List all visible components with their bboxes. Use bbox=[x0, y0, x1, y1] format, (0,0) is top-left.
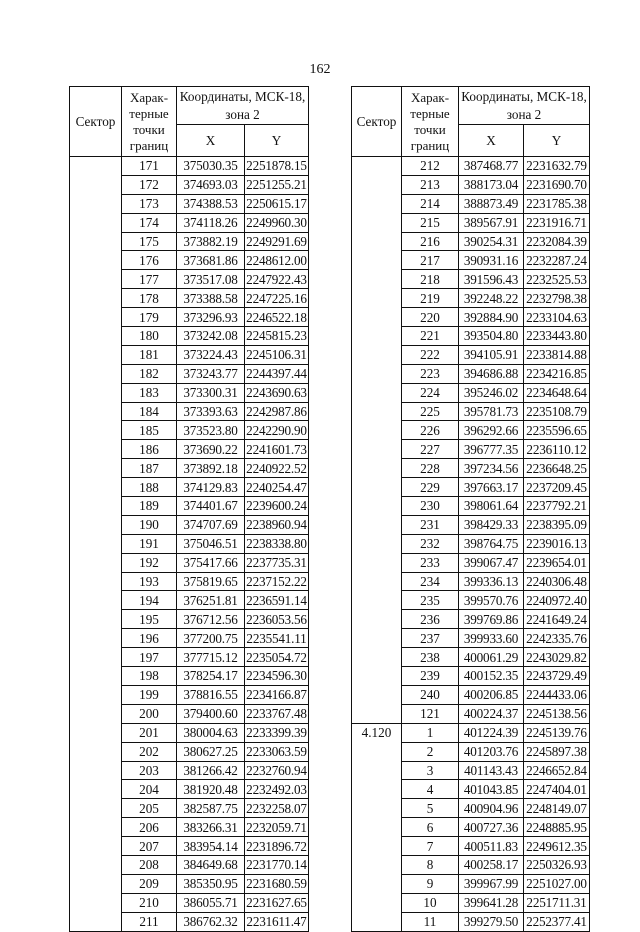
coord-y: 2247404.01 bbox=[524, 780, 590, 799]
point-number: 224 bbox=[402, 383, 459, 402]
point-number: 11 bbox=[402, 912, 459, 931]
sector-cell bbox=[70, 157, 122, 932]
point-number: 237 bbox=[402, 629, 459, 648]
point-number: 185 bbox=[122, 421, 177, 440]
point-number: 192 bbox=[122, 553, 177, 572]
point-number: 193 bbox=[122, 572, 177, 591]
coord-y: 2243729.49 bbox=[524, 667, 590, 686]
coord-y: 2236110.12 bbox=[524, 440, 590, 459]
coord-y: 2241649.24 bbox=[524, 610, 590, 629]
point-number: 198 bbox=[122, 667, 177, 686]
point-number: 8 bbox=[402, 855, 459, 874]
point-number: 173 bbox=[122, 194, 177, 213]
coord-x: 398061.64 bbox=[459, 497, 524, 516]
coord-x: 374707.69 bbox=[177, 515, 245, 534]
coord-y: 2231770.14 bbox=[246, 857, 307, 873]
point-number: 217 bbox=[402, 251, 459, 270]
sector-cell-empty bbox=[352, 157, 402, 724]
coord-y: 2234648.64 bbox=[524, 383, 590, 402]
coord-x: 378816.55 bbox=[177, 685, 245, 704]
point-number: 175 bbox=[122, 232, 177, 251]
coord-y: 2232084.39 bbox=[524, 232, 590, 251]
header-x: X bbox=[177, 125, 245, 157]
coord-x: 389567.91 bbox=[459, 213, 524, 232]
coord-y: 2238338.80 bbox=[246, 536, 307, 552]
coord-x: 400224.37 bbox=[459, 704, 524, 723]
point-number: 181 bbox=[122, 345, 177, 364]
coord-x: 400511.83 bbox=[459, 837, 524, 856]
point-number: 9 bbox=[402, 874, 459, 893]
header-y: Y bbox=[524, 125, 590, 157]
point-number: 179 bbox=[122, 308, 177, 327]
coord-y: 2245139.76 bbox=[524, 723, 590, 742]
coord-x: 388873.49 bbox=[459, 194, 524, 213]
coord-x: 401203.76 bbox=[459, 742, 524, 761]
coord-x: 381266.42 bbox=[177, 761, 245, 780]
coord-y: 2245138.56 bbox=[524, 704, 590, 723]
point-number: 221 bbox=[402, 327, 459, 346]
point-number: 233 bbox=[402, 553, 459, 572]
coord-y: 2247225.16 bbox=[246, 290, 307, 306]
coord-y: 2249291.69 bbox=[246, 234, 307, 249]
coord-x: 397234.56 bbox=[459, 459, 524, 478]
point-number: 202 bbox=[122, 742, 177, 761]
coordinates-table-left bbox=[69, 86, 309, 932]
coord-x: 390931.16 bbox=[459, 251, 524, 270]
coord-y: 2233399.39 bbox=[246, 725, 307, 741]
coord-y: 2244433.06 bbox=[524, 685, 590, 704]
coord-y: 2232258.07 bbox=[246, 800, 307, 816]
coord-y: 2246522.18 bbox=[246, 309, 307, 325]
coord-x: 374129.83 bbox=[177, 478, 245, 497]
coord-x: 399279.50 bbox=[459, 912, 524, 931]
coord-y: 2232525.53 bbox=[524, 270, 590, 289]
point-number: 236 bbox=[402, 610, 459, 629]
coord-x: 373681.86 bbox=[177, 251, 245, 270]
coord-y: 2250326.93 bbox=[524, 855, 590, 874]
point-number: 200 bbox=[122, 704, 177, 723]
coord-y: 2235596.65 bbox=[524, 421, 590, 440]
coord-x: 394105.91 bbox=[459, 345, 524, 364]
coord-y: 2249612.35 bbox=[524, 837, 590, 856]
point-number: 204 bbox=[122, 780, 177, 799]
coord-x: 373243.77 bbox=[177, 364, 245, 383]
coord-x: 374401.67 bbox=[177, 497, 245, 516]
coord-x: 400206.85 bbox=[459, 685, 524, 704]
coord-x: 398429.33 bbox=[459, 515, 524, 534]
point-number: 229 bbox=[402, 478, 459, 497]
coord-x: 375030.35 bbox=[177, 157, 245, 176]
point-number: 208 bbox=[122, 855, 177, 874]
coord-x: 382587.75 bbox=[177, 799, 245, 818]
coord-x: 390254.31 bbox=[459, 232, 524, 251]
coord-y: 2231785.38 bbox=[524, 194, 590, 213]
point-number: 197 bbox=[122, 648, 177, 667]
coord-x: 400727.36 bbox=[459, 818, 524, 837]
point-number: 212 bbox=[402, 157, 459, 176]
point-number: 189 bbox=[122, 497, 177, 516]
point-number: 182 bbox=[122, 364, 177, 383]
coord-x: 386055.71 bbox=[177, 893, 245, 912]
coord-x: 397663.17 bbox=[459, 478, 524, 497]
point-number: 226 bbox=[402, 421, 459, 440]
coord-x: 396777.35 bbox=[459, 440, 524, 459]
point-number: 121 bbox=[402, 704, 459, 723]
coord-y: 2242335.76 bbox=[524, 629, 590, 648]
coordinates-table-right bbox=[351, 86, 590, 932]
coord-x: 392884.90 bbox=[459, 308, 524, 327]
point-number: 186 bbox=[122, 440, 177, 459]
coord-x: 374388.53 bbox=[177, 194, 245, 213]
point-number: 184 bbox=[122, 402, 177, 421]
coord-x: 376712.56 bbox=[177, 610, 245, 629]
header-characteristic-points: Харак- терные точки границ bbox=[402, 87, 459, 157]
point-number: 2 bbox=[402, 742, 459, 761]
coord-y: 2232760.94 bbox=[246, 762, 307, 778]
coord-x: 375046.51 bbox=[177, 534, 245, 553]
coord-x: 373388.58 bbox=[177, 289, 245, 308]
coord-y: 2231611.47 bbox=[246, 914, 307, 930]
coord-x: 396292.66 bbox=[459, 421, 524, 440]
coord-x: 373393.63 bbox=[177, 402, 245, 421]
coord-x: 399933.60 bbox=[459, 629, 524, 648]
table-body-right bbox=[352, 157, 590, 932]
coord-y: 2233814.88 bbox=[524, 345, 590, 364]
coord-y: 2232059.71 bbox=[246, 819, 307, 835]
point-number: 232 bbox=[402, 534, 459, 553]
coord-x: 399967.99 bbox=[459, 874, 524, 893]
coord-y: 2233443.80 bbox=[524, 327, 590, 346]
coord-x: 373882.19 bbox=[177, 232, 245, 251]
point-number: 216 bbox=[402, 232, 459, 251]
table-row bbox=[70, 157, 309, 176]
point-number: 231 bbox=[402, 515, 459, 534]
point-number: 6 bbox=[402, 818, 459, 837]
coord-y: 2251878.15 bbox=[246, 158, 307, 174]
point-number: 211 bbox=[122, 912, 177, 931]
coord-y: 2235541.11 bbox=[246, 630, 307, 646]
point-number: 172 bbox=[122, 175, 177, 194]
coord-y: 2240922.52 bbox=[246, 460, 307, 476]
coord-y: 2235108.79 bbox=[524, 402, 590, 421]
coord-y: 2233063.59 bbox=[246, 744, 307, 760]
coord-y: 2247922.43 bbox=[246, 271, 307, 287]
coord-x: 374693.03 bbox=[177, 175, 245, 194]
header-y: Y bbox=[245, 125, 309, 157]
coord-y: 2236591.14 bbox=[246, 592, 307, 608]
coord-y: 2234216.85 bbox=[524, 364, 590, 383]
coord-y: 2238395.09 bbox=[524, 515, 590, 534]
coord-x: 378254.17 bbox=[177, 667, 245, 686]
point-number: 240 bbox=[402, 685, 459, 704]
coord-y: 2249960.30 bbox=[246, 215, 307, 231]
point-number: 187 bbox=[122, 459, 177, 478]
coord-y: 2231632.79 bbox=[524, 157, 590, 176]
coord-x: 399067.47 bbox=[459, 553, 524, 572]
point-number: 222 bbox=[402, 345, 459, 364]
sector-cell: 4.120 bbox=[352, 723, 402, 931]
coord-y: 2231690.70 bbox=[524, 175, 590, 194]
coord-x: 373242.08 bbox=[177, 327, 245, 346]
point-number: 180 bbox=[122, 327, 177, 346]
coord-x: 373517.08 bbox=[177, 270, 245, 289]
coord-x: 373892.18 bbox=[177, 459, 245, 478]
coord-y: 2240972.40 bbox=[524, 591, 590, 610]
coord-y: 2251027.00 bbox=[524, 874, 590, 893]
table-row bbox=[352, 157, 590, 176]
point-number: 209 bbox=[122, 874, 177, 893]
coord-x: 373523.80 bbox=[177, 421, 245, 440]
point-number: 171 bbox=[122, 157, 177, 176]
coord-y: 2242987.86 bbox=[246, 404, 307, 420]
point-number: 4 bbox=[402, 780, 459, 799]
point-number: 177 bbox=[122, 270, 177, 289]
coord-x: 399769.86 bbox=[459, 610, 524, 629]
coord-y: 2251711.31 bbox=[524, 893, 590, 912]
point-number: 190 bbox=[122, 515, 177, 534]
coord-y: 2246652.84 bbox=[524, 761, 590, 780]
coord-y: 2231680.59 bbox=[246, 876, 307, 892]
table-body-left bbox=[70, 157, 309, 932]
coord-y: 2234596.30 bbox=[246, 668, 307, 684]
coord-x: 395246.02 bbox=[459, 383, 524, 402]
coord-y: 2231896.72 bbox=[246, 838, 307, 854]
point-number: 219 bbox=[402, 289, 459, 308]
coord-x: 373296.93 bbox=[177, 308, 245, 327]
point-number: 205 bbox=[122, 799, 177, 818]
point-number: 228 bbox=[402, 459, 459, 478]
point-number: 215 bbox=[402, 213, 459, 232]
coord-x: 385350.95 bbox=[177, 874, 245, 893]
coord-x: 373690.22 bbox=[177, 440, 245, 459]
coord-x: 373300.31 bbox=[177, 383, 245, 402]
point-number: 188 bbox=[122, 478, 177, 497]
coord-y: 2252377.41 bbox=[524, 912, 590, 931]
coord-x: 374118.26 bbox=[177, 213, 245, 232]
coord-x: 379400.60 bbox=[177, 704, 245, 723]
point-number: 234 bbox=[402, 572, 459, 591]
point-number: 183 bbox=[122, 383, 177, 402]
header-coordinates: Координаты, МСК-18, зона 2 bbox=[177, 87, 309, 125]
coord-y: 2238960.94 bbox=[246, 517, 307, 533]
coord-y: 2234166.87 bbox=[246, 687, 307, 703]
point-number: 227 bbox=[402, 440, 459, 459]
page-number: 162 bbox=[309, 62, 331, 77]
coord-y: 2241601.73 bbox=[246, 441, 307, 457]
coord-x: 401224.39 bbox=[459, 723, 524, 742]
coord-x: 395781.73 bbox=[459, 402, 524, 421]
point-number: 10 bbox=[402, 893, 459, 912]
coord-x: 394686.88 bbox=[459, 364, 524, 383]
header-sector: Сектор bbox=[352, 87, 402, 157]
coord-y: 2240306.48 bbox=[524, 572, 590, 591]
point-number: 199 bbox=[122, 685, 177, 704]
coord-x: 399570.76 bbox=[459, 591, 524, 610]
point-number: 239 bbox=[402, 667, 459, 686]
coord-y: 2232492.03 bbox=[246, 781, 307, 797]
header-x: X bbox=[459, 125, 524, 157]
coord-x: 381920.48 bbox=[177, 780, 245, 799]
coord-y: 2244397.44 bbox=[246, 366, 307, 382]
coord-x: 375417.66 bbox=[177, 553, 245, 572]
coord-x: 393504.80 bbox=[459, 327, 524, 346]
coord-y: 2236053.56 bbox=[246, 611, 307, 627]
coord-x: 380004.63 bbox=[177, 723, 245, 742]
coord-y: 2239016.13 bbox=[524, 534, 590, 553]
point-number: 5 bbox=[402, 799, 459, 818]
coord-y: 2237152.22 bbox=[246, 574, 307, 590]
point-number: 174 bbox=[122, 213, 177, 232]
coord-y: 2236648.25 bbox=[524, 459, 590, 478]
coord-y: 2245815.23 bbox=[246, 328, 307, 344]
coord-y: 2248149.07 bbox=[524, 799, 590, 818]
point-number: 178 bbox=[122, 289, 177, 308]
coord-x: 377715.12 bbox=[177, 648, 245, 667]
coord-x: 377200.75 bbox=[177, 629, 245, 648]
point-number: 225 bbox=[402, 402, 459, 421]
coord-x: 375819.65 bbox=[177, 572, 245, 591]
coord-y: 2242290.90 bbox=[246, 422, 307, 438]
coord-y: 2243690.63 bbox=[246, 385, 307, 401]
point-number: 218 bbox=[402, 270, 459, 289]
coord-y: 2239654.01 bbox=[524, 553, 590, 572]
coord-x: 376251.81 bbox=[177, 591, 245, 610]
point-number: 206 bbox=[122, 818, 177, 837]
coord-y: 2232798.38 bbox=[524, 289, 590, 308]
coord-y: 2233104.63 bbox=[524, 308, 590, 327]
coord-y: 2239600.24 bbox=[246, 498, 307, 514]
table-row bbox=[352, 723, 590, 742]
point-number: 201 bbox=[122, 723, 177, 742]
coord-y: 2237792.21 bbox=[524, 497, 590, 516]
point-number: 203 bbox=[122, 761, 177, 780]
coord-y: 2248885.95 bbox=[524, 818, 590, 837]
coord-x: 401143.43 bbox=[459, 761, 524, 780]
coord-x: 399336.13 bbox=[459, 572, 524, 591]
coord-y: 2231916.71 bbox=[524, 213, 590, 232]
coord-x: 391596.43 bbox=[459, 270, 524, 289]
coord-x: 399641.28 bbox=[459, 893, 524, 912]
point-number: 1 bbox=[402, 723, 459, 742]
coord-y: 2245106.31 bbox=[246, 347, 307, 363]
coord-y: 2248612.00 bbox=[246, 252, 307, 268]
point-number: 7 bbox=[402, 837, 459, 856]
coord-x: 401043.85 bbox=[459, 780, 524, 799]
header-sector: Сектор bbox=[70, 87, 122, 157]
coord-x: 400258.17 bbox=[459, 855, 524, 874]
point-number: 223 bbox=[402, 364, 459, 383]
point-number: 196 bbox=[122, 629, 177, 648]
point-number: 207 bbox=[122, 837, 177, 856]
coord-x: 400152.35 bbox=[459, 667, 524, 686]
coord-x: 400904.96 bbox=[459, 799, 524, 818]
coord-x: 386762.32 bbox=[177, 912, 245, 931]
coord-x: 387468.77 bbox=[459, 157, 524, 176]
point-number: 238 bbox=[402, 648, 459, 667]
coord-x: 383266.31 bbox=[177, 818, 245, 837]
coord-x: 383954.14 bbox=[177, 837, 245, 856]
coord-y: 2232287.24 bbox=[524, 251, 590, 270]
point-number: 191 bbox=[122, 534, 177, 553]
coord-x: 373224.43 bbox=[177, 345, 245, 364]
coord-y: 2235054.72 bbox=[246, 649, 307, 665]
coord-y: 2237209.45 bbox=[524, 478, 590, 497]
header-characteristic-points: Харак- терные точки границ bbox=[122, 87, 177, 157]
coord-x: 388173.04 bbox=[459, 175, 524, 194]
coord-y: 2240254.47 bbox=[246, 479, 307, 495]
coord-y: 2250615.17 bbox=[246, 196, 307, 212]
point-number: 210 bbox=[122, 893, 177, 912]
coord-y: 2231627.65 bbox=[246, 895, 307, 911]
header-coordinates: Координаты, МСК-18, зона 2 bbox=[459, 87, 590, 125]
point-number: 3 bbox=[402, 761, 459, 780]
point-number: 220 bbox=[402, 308, 459, 327]
coord-x: 398764.75 bbox=[459, 534, 524, 553]
point-number: 213 bbox=[402, 175, 459, 194]
coord-x: 384649.68 bbox=[177, 855, 245, 874]
point-number: 194 bbox=[122, 591, 177, 610]
point-number: 214 bbox=[402, 194, 459, 213]
coord-y: 2233767.48 bbox=[246, 706, 307, 722]
coord-y: 2237735.31 bbox=[246, 555, 307, 571]
point-number: 230 bbox=[402, 497, 459, 516]
coord-y: 2245897.38 bbox=[524, 742, 590, 761]
coord-x: 380627.25 bbox=[177, 742, 245, 761]
point-number: 195 bbox=[122, 610, 177, 629]
coord-y: 2243029.82 bbox=[524, 648, 590, 667]
coord-y: 2251255.21 bbox=[246, 177, 307, 193]
point-number: 235 bbox=[402, 591, 459, 610]
coord-x: 400061.29 bbox=[459, 648, 524, 667]
point-number: 176 bbox=[122, 251, 177, 270]
coord-x: 392248.22 bbox=[459, 289, 524, 308]
